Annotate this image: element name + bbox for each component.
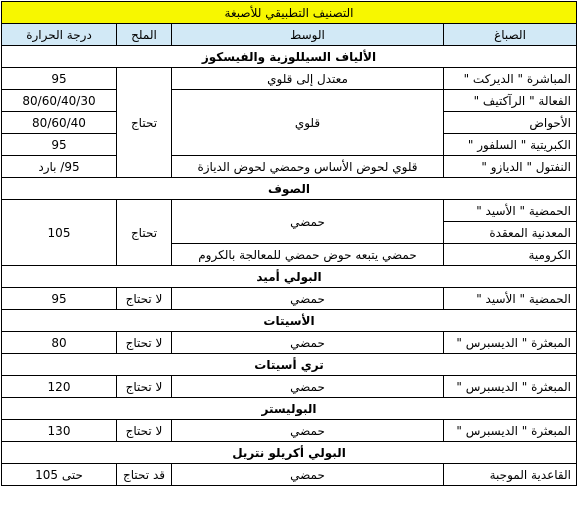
section-heading-cellulose: الألياف السيللوزية والفيسكوز xyxy=(2,46,577,68)
table-row xyxy=(2,90,577,112)
dye-cell: الحمضية " الأسيد " xyxy=(444,200,577,222)
section-heading-wool: الصوف xyxy=(2,178,577,200)
medium-cell: حمضي xyxy=(172,420,444,442)
header-dye: الصباغ xyxy=(444,24,577,46)
temperature-cell: حتى 105 xyxy=(2,464,117,486)
dye-cell: المبعثرة " الديسبرس " xyxy=(444,376,577,398)
salt-cell: لا تحتاج xyxy=(117,288,172,310)
title-row xyxy=(2,2,577,24)
temperature-cell: 105 xyxy=(2,200,117,266)
section-heading-row xyxy=(2,354,577,376)
section-heading-row xyxy=(2,178,577,200)
temperature-cell: 80/60/40 xyxy=(2,112,117,134)
medium-cell: حمضي xyxy=(172,376,444,398)
salt-cell: تحتاج xyxy=(117,200,172,266)
section-heading-row xyxy=(2,310,577,332)
table-row xyxy=(2,68,577,90)
medium-cell: حمضي يتبعه حوض حمضي للمعالجة بالكروم xyxy=(172,244,444,266)
medium-cell: حمضي xyxy=(172,200,444,244)
dye-cell: الفعالة " الرآكتيف " xyxy=(444,90,577,112)
section-heading-polyacrylonitrile: البولي أكريلو نتريل xyxy=(2,442,577,464)
table-row xyxy=(2,200,577,222)
table-row xyxy=(2,332,577,354)
dye-cell: القاعدية الموجبة xyxy=(444,464,577,486)
section-heading-polyester: البوليستر xyxy=(2,398,577,420)
dye-cell: النفتول " الديازو " xyxy=(444,156,577,178)
header-salt: الملح xyxy=(117,24,172,46)
temperature-cell: 80 xyxy=(2,332,117,354)
section-heading-acetate: الأسيتات xyxy=(2,310,577,332)
section-heading-row xyxy=(2,46,577,68)
medium-cell: حمضي xyxy=(172,464,444,486)
section-heading-row xyxy=(2,398,577,420)
dye-cell: الكبريتية " السلفور " xyxy=(444,134,577,156)
medium-cell: قلوي xyxy=(172,90,444,156)
medium-cell: قلوي لحوض الأساس وحمضي لحوض الديازة xyxy=(172,156,444,178)
section-heading-row xyxy=(2,266,577,288)
salt-cell: لا تحتاج xyxy=(117,376,172,398)
table-row xyxy=(2,420,577,442)
salt-cell: قد تحتاج xyxy=(117,464,172,486)
temperature-cell: 95 xyxy=(2,68,117,90)
temperature-cell: 120 xyxy=(2,376,117,398)
dye-cell: المبعثرة " الديسبرس " xyxy=(444,420,577,442)
table-row xyxy=(2,376,577,398)
header-row xyxy=(2,24,577,46)
header-medium: الوسط xyxy=(172,24,444,46)
section-heading-polyamide: البولي أميد xyxy=(2,266,577,288)
dye-cell: المبعثرة " الديسبرس " xyxy=(444,332,577,354)
table-title: التصنيف التطبيقي للأصبغة xyxy=(2,2,577,24)
salt-cell: لا تحتاج xyxy=(117,420,172,442)
salt-cell: تحتاج xyxy=(117,68,172,178)
dye-classification-table xyxy=(1,1,577,486)
medium-cell: حمضي xyxy=(172,288,444,310)
temperature-cell: 95/ بارد xyxy=(2,156,117,178)
dye-cell: المباشرة " الديركت " xyxy=(444,68,577,90)
table-row xyxy=(2,288,577,310)
dye-cell: الأحواض xyxy=(444,112,577,134)
table-row xyxy=(2,464,577,486)
medium-cell: حمضي xyxy=(172,332,444,354)
temperature-cell: 95 xyxy=(2,288,117,310)
dye-cell: الحمضية " الأسيد " xyxy=(444,288,577,310)
medium-cell: معتدل إلى قلوي xyxy=(172,68,444,90)
temperature-cell: 80/60/40/30 xyxy=(2,90,117,112)
salt-cell: لا تحتاج xyxy=(117,332,172,354)
section-heading-row xyxy=(2,442,577,464)
dye-cell: الكرومية xyxy=(444,244,577,266)
dye-cell: المعدنية المعقدة xyxy=(444,222,577,244)
section-heading-triacetate: تري أسيتات xyxy=(2,354,577,376)
temperature-cell: 130 xyxy=(2,420,117,442)
header-temperature: درجة الحرارة xyxy=(2,24,117,46)
table-row xyxy=(2,156,577,178)
temperature-cell: 95 xyxy=(2,134,117,156)
